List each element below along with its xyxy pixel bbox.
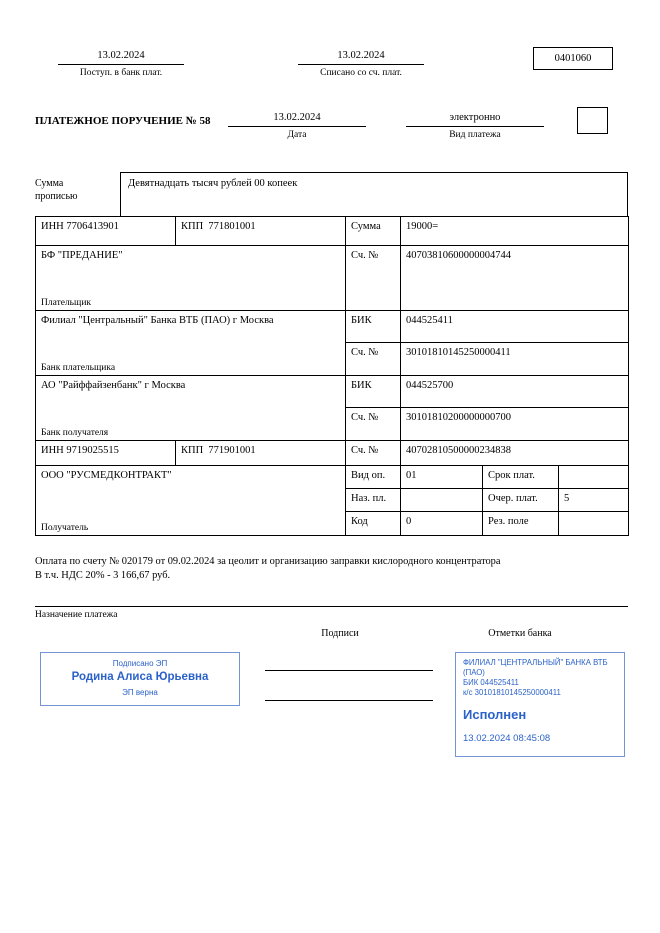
purpose-code-label: Наз. пл. (346, 489, 401, 512)
payer-kpp: КПП 771801001 (176, 217, 346, 246)
amount-in-words-label (35, 177, 78, 203)
payee-bank-name: АО "Райффайзенбанк" г Москва (41, 380, 186, 391)
bank-stamp-datetime: 13.02.2024 08:45:08 (463, 733, 551, 744)
pay-term-label: Срок плат. (483, 466, 559, 489)
payer-name: БФ "ПРЕДАНИЕ" (41, 250, 123, 261)
payer-bank-role-label: Банк плательщика (41, 363, 116, 373)
form-code-box (533, 47, 613, 70)
payee-account-label: Сч. № (346, 441, 401, 466)
code-value: 0 (401, 512, 483, 536)
op-kind-label: Вид оп. (346, 466, 401, 489)
payer-role-label: Плательщик (41, 298, 92, 308)
priority-value: 5 (559, 489, 629, 512)
code-label: Код (346, 512, 401, 536)
payer-account-label: Сч. № (346, 246, 401, 311)
bank-stamp-bik: БИК 044525411 (463, 678, 519, 687)
document-date-value: 13.02.2024 (228, 112, 366, 127)
bank-stamp-status: Исполнен (463, 707, 527, 722)
priority-label: Очер. плат. (483, 489, 559, 512)
payment-kind-label: Вид платежа (449, 130, 501, 140)
received-date-value: 13.02.2024 (58, 50, 184, 65)
payer-account-value: 40703810600000004744 (401, 246, 629, 311)
payer-bank-bik-label: БИК (346, 311, 401, 343)
payee-kpp: КПП 771901001 (176, 441, 346, 466)
bank-stamp-corr-account: к/с 30101810145250000411 (463, 688, 561, 697)
payer-bank-corr-label: Сч. № (346, 343, 401, 376)
table-row (36, 376, 629, 408)
payee-cell (36, 466, 346, 536)
ep-stamp-signer-name: Родина Алиса Юрьевна (71, 671, 209, 683)
purpose-divider (35, 606, 628, 607)
op-kind-value: 01 (401, 466, 483, 489)
debited-date-value: 13.02.2024 (298, 50, 424, 65)
table-row (36, 441, 629, 466)
table-row (36, 217, 629, 246)
signatures-label: Подписи (321, 628, 359, 639)
payer-inn: ИНН 7706413901 (36, 217, 176, 246)
payment-kind-field (406, 112, 544, 140)
table-row (36, 311, 629, 343)
payer-bank-corr-value: 30101810145250000411 (401, 343, 629, 376)
payee-role-label: Получатель (41, 523, 89, 533)
received-date-label: Поступ. в банк плат. (79, 68, 163, 78)
payee-bank-cell (36, 376, 346, 441)
bank-stamp-branch: ФИЛИАЛ "ЦЕНТРАЛЬНЫЙ" БАНКА ВТБ (ПАО) (463, 658, 608, 677)
debited-date-label: Списано со сч. плат. (320, 68, 402, 78)
reserve-value (559, 512, 629, 536)
amount-in-words-label-line1: Сумма (35, 178, 64, 189)
payer-bank-cell (36, 311, 346, 376)
table-row (36, 246, 629, 311)
payee-bank-role-label: Банк получателя (41, 428, 109, 438)
pay-term-value (559, 466, 629, 489)
document-title: ПЛАТЕЖНОЕ ПОРУЧЕНИЕ № 58 (35, 115, 211, 127)
table-row (36, 466, 629, 489)
ep-stamp-signed-label: Подписано ЭП (112, 659, 168, 668)
purpose-code-value (401, 489, 483, 512)
payment-kind-value: электронно (406, 112, 544, 127)
debited-date-field (298, 50, 424, 78)
payee-bank-bik-value: 044525700 (401, 376, 629, 408)
sum-label: Сумма (346, 217, 401, 246)
payee-bank-corr-value: 30101810200000000700 (401, 408, 629, 441)
purpose-text-line1: Оплата по счету № 020179 от 09.02.2024 за цеолит и организацию заправки кислородного концентратора (35, 556, 501, 567)
form-code: 0401060 (554, 53, 592, 64)
sum-value: 19000= (401, 217, 629, 246)
status-code-box (577, 107, 608, 134)
purpose-text-line2: В т.ч. НДС 20% - 3 166,67 руб. (35, 570, 171, 581)
payee-account-value: 40702810500000234838 (401, 441, 629, 466)
amount-in-words-box (120, 172, 628, 217)
received-date-field (58, 50, 184, 78)
payer-cell (36, 246, 346, 311)
purpose-label: Назначение платежа (35, 610, 118, 620)
payee-bank-corr-label: Сч. № (346, 408, 401, 441)
document-date-label: Дата (287, 130, 307, 140)
ep-stamp-valid-label: ЭП верна (122, 688, 158, 697)
payee-name: ООО "РУСМЕДКОНТРАКТ" (41, 470, 172, 481)
reserve-label: Рез. поле (483, 512, 559, 536)
bank-execution-stamp (455, 652, 625, 757)
amount-in-words-label-line2: прописью (35, 191, 78, 202)
signature-line-2 (265, 700, 433, 701)
signature-line-1 (265, 670, 433, 671)
requisites-table (35, 216, 629, 536)
document-date-field (228, 112, 366, 140)
bank-marks-label: Отметки банка (488, 628, 552, 639)
payer-bank-name: Филиал "Центральный" Банка ВТБ (ПАО) г Москва (41, 315, 274, 326)
electronic-signature-stamp (40, 652, 240, 706)
payee-inn: ИНН 9719025515 (36, 441, 176, 466)
payer-bank-bik-value: 044525411 (401, 311, 629, 343)
amount-in-words-value: Девятнадцать тысяч рублей 00 копеек (128, 178, 298, 189)
payee-bank-bik-label: БИК (346, 376, 401, 408)
